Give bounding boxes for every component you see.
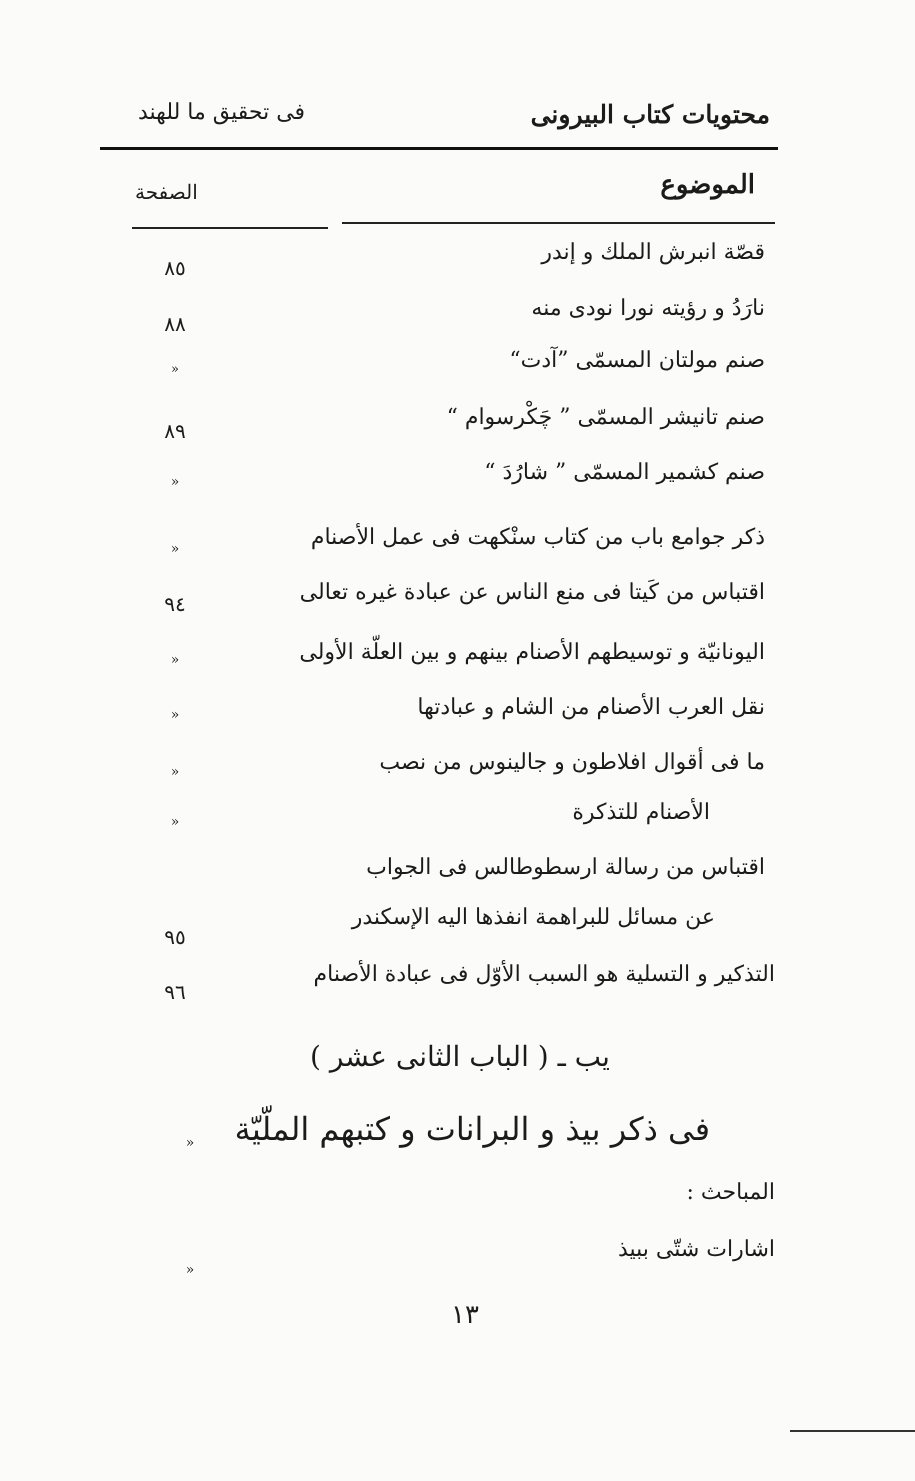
entry-topic: نقل العرب الأصنام من الشام و عبادتها	[417, 695, 765, 720]
list-item	[0, 580, 915, 630]
page-number: ١٣	[451, 1300, 479, 1330]
page-column-heading: الصفحة	[135, 180, 198, 204]
entry-topic: صنم مولتان المسمّى ”آدت“	[509, 348, 765, 373]
entry-page: ٨٥	[164, 256, 186, 280]
topic-column-rule	[342, 222, 775, 224]
header-left-title: فى تحقيق ما للهند	[138, 100, 306, 125]
entry-page: ٩٤	[164, 592, 186, 616]
list-item	[0, 962, 915, 1012]
list-item	[0, 750, 915, 800]
chapter-page: »	[185, 1135, 195, 1151]
chapter-heading: يب ـ ( الباب الثانى عشر )	[310, 1040, 610, 1073]
entry-page: »	[170, 474, 180, 490]
list-item	[0, 296, 915, 346]
list-item	[0, 525, 915, 575]
bottom-rule	[790, 1430, 915, 1432]
entry-topic: ما فى أقوال افلاطون و جالينوس من نصب	[379, 750, 765, 775]
entry-page: »	[171, 362, 179, 377]
entry-topic: اليونانيّة و توسيطهم الأصنام بينهم و بين العلّة الأولى	[299, 640, 765, 665]
entry-page: ٨٩	[164, 419, 186, 443]
entry-page: »	[170, 764, 180, 780]
entry-topic: اقتباس من رسالة ارسطوطالس فى الجواب	[366, 855, 765, 880]
entry-page: ٩٦	[164, 980, 186, 1004]
entry-topic: صنم تانيشر المسمّى ” چَكْرسوام “	[446, 405, 765, 430]
list-item	[0, 348, 915, 398]
header-rule	[100, 147, 778, 150]
list-item	[0, 460, 915, 510]
list-item	[0, 855, 915, 905]
section-topic: اشارات شتّى ببيذ	[617, 1237, 775, 1262]
entry-page: »	[170, 707, 180, 723]
header-right-title: محتويات كتاب البيرونى	[530, 100, 770, 129]
entry-page: »	[170, 652, 180, 668]
entry-page: »	[170, 814, 180, 830]
entry-page: »	[170, 541, 180, 557]
entry-topic: اقتباس من كَيتا فى منع الناس عن عبادة غيره تعالى	[299, 580, 765, 605]
list-item	[0, 905, 915, 955]
entry-topic: نارَدُ و رؤيته نورا نودى منه	[531, 296, 765, 321]
entry-topic: الأصنام للتذكرة	[572, 800, 710, 825]
sections-label: المباحث :	[686, 1180, 775, 1205]
entry-page: ٨٨	[164, 312, 186, 336]
entry-page: ٩٥	[164, 925, 186, 949]
list-item	[0, 405, 915, 455]
entry-topic: التذكير و التسلية هو السبب الأوّل فى عبادة الأصنام	[313, 962, 775, 987]
entry-topic: صنم كشمير المسمّى ” شارُدَ “	[484, 460, 765, 485]
section-page: »	[185, 1262, 195, 1278]
entry-topic: عن مسائل للبراهمة انفذها اليه الإسكندر	[351, 905, 715, 930]
list-item	[0, 800, 915, 850]
list-item	[0, 695, 915, 745]
list-item	[0, 238, 915, 288]
entry-topic: قصّة انبرش الملك و إندر	[541, 240, 765, 265]
entry-topic: ذكر جوامع باب من كتاب سنْكهت فى عمل الأصنام	[310, 525, 765, 550]
topic-column-heading: الموضوع	[660, 170, 755, 200]
list-item	[0, 640, 915, 690]
chapter-title: فى ذكر بيذ و البرانات و كتبهم الملّيّة	[234, 1110, 710, 1148]
page-column-rule	[132, 227, 328, 229]
